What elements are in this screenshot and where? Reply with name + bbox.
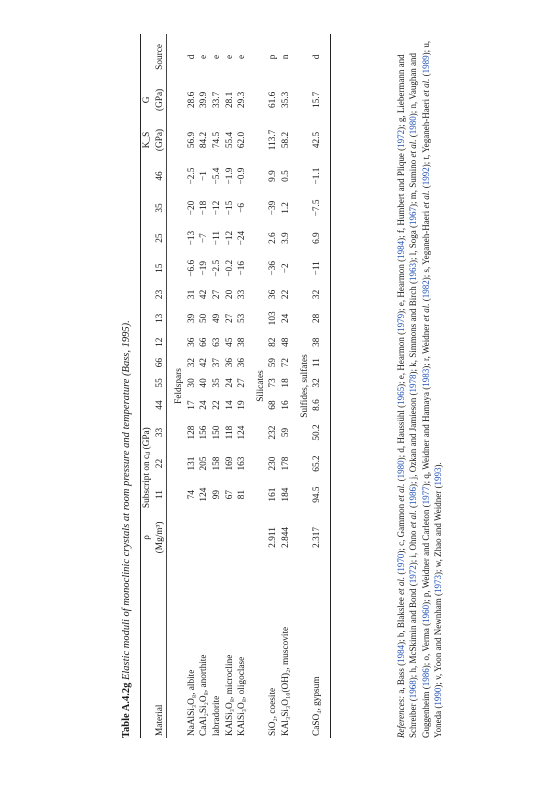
cij-cell: −0.2 [224, 259, 235, 277]
ref-text: ); f, Humbert and Plique ( [396, 147, 406, 241]
ref-text: ); l, Soga ( [408, 225, 419, 264]
ref-etal: et al. [408, 510, 419, 529]
cij-cell: 73 [268, 378, 279, 388]
cij-cell: −1 [199, 171, 210, 181]
cij-cell: 36 [237, 357, 248, 368]
cij-cell: 178 [280, 456, 291, 471]
ref-etal: et al. [408, 139, 419, 158]
cij-cell: 82 [268, 337, 279, 347]
table-title [121, 320, 132, 738]
cij-cell: −18 [199, 200, 210, 216]
table-body [167, 34, 331, 738]
cij-cell: −20 [186, 200, 197, 216]
cij-index-header: 44 [154, 400, 165, 410]
cij-cell: 35 [211, 378, 222, 388]
cij-cell: 0.5 [280, 170, 291, 182]
cij-cell: −1.1 [312, 167, 323, 185]
cij-cell: 3.9 [280, 232, 291, 244]
ks-cell: 42.5 [312, 131, 323, 149]
cij-cell: −1.9 [224, 167, 235, 185]
cij-cell: −15 [224, 200, 235, 216]
ref-year-link[interactable]: 1965 [396, 386, 406, 405]
ref-year-link[interactable]: 1977 [420, 486, 431, 505]
cij-cell: 27 [237, 378, 248, 388]
cij-cell: 205 [199, 456, 210, 471]
density-cell [211, 510, 224, 565]
g-cell: 29.3 [237, 91, 248, 108]
cij-cell: −2.5 [211, 259, 222, 277]
ref-text: a, Bass ( [396, 662, 406, 696]
cij-cell: 6.9 [312, 232, 323, 244]
ks-cell: 113.7 [268, 129, 279, 151]
ref-etal: et al. [396, 483, 406, 502]
ref-text: ); s, Yeganeh-Haeri [420, 208, 431, 281]
ref-text: ); i, Ohno [408, 528, 419, 566]
cij-index-header: 11 [154, 490, 165, 500]
cij-cell: 124 [199, 487, 210, 502]
ks-cell: 58.2 [280, 131, 291, 149]
cij-cell: 36 [186, 337, 197, 347]
table-row [311, 34, 324, 738]
ref-etal: et al. [420, 78, 431, 97]
cij-cell: −19 [199, 261, 210, 276]
cij-cell: −12 [211, 200, 222, 216]
cij-cell: 8.6 [312, 399, 323, 411]
cij-cell: −39 [268, 200, 279, 216]
ref-text: ); m, Sumino [408, 157, 419, 208]
g-symbol: G [142, 96, 152, 104]
density-cell [224, 510, 237, 565]
ref-text: ( [408, 134, 419, 140]
material-header [141, 565, 154, 738]
cij-cell: 1.2 [280, 202, 291, 214]
group-heading: Silicates [255, 370, 266, 402]
cij-cell: 232 [268, 425, 279, 440]
cij-cell: 59 [268, 357, 279, 368]
cij-cell: 32 [186, 357, 197, 368]
cij-cell: 40 [199, 378, 210, 388]
cij-cell: 128 [186, 425, 197, 440]
cij-cell: 67 [224, 489, 235, 500]
ref-year-link[interactable]: 1984 [396, 240, 406, 259]
cij-cell: 49 [211, 313, 222, 323]
table-row [186, 34, 199, 738]
material-cell: CaSO₄, gypsum [312, 676, 323, 736]
ref-text: ); j, Ozkan and Jamieson ( [408, 392, 419, 488]
cij-cell: −2.5 [186, 167, 197, 185]
cij-cell: −11 [211, 231, 222, 246]
material-cell: labradorite [211, 695, 222, 736]
source-cell: e [199, 54, 210, 59]
cij-cell: 50 [199, 313, 210, 323]
table-caption: Elastic moduli of monoclinic crystals at room pressure and temperature (Bass, 1995). [121, 320, 132, 681]
ref-etal: et al. [420, 190, 431, 209]
ref-text: ); o, Verma ( [420, 622, 431, 669]
ref-text: ); e, Hearmon ( [396, 258, 406, 314]
material-cell: KAlSi₃O₈, microcline [224, 654, 235, 736]
source-cell: p [268, 54, 279, 60]
ref-text: ); q, Weidner and Hamaya ( [420, 386, 431, 487]
density-cell [198, 510, 211, 565]
cij-cell: 16 [280, 400, 291, 410]
cij-index-header: 22 [154, 458, 165, 469]
cij-cell: 32 [312, 289, 323, 300]
ref-year-link[interactable]: 1989 [420, 55, 431, 74]
elastic-moduli-table [140, 34, 331, 738]
ref-text: ); k, Simmons and Birch ( [408, 281, 419, 375]
subscript-header: Subscript on cᵢⱼ (GPa) [142, 427, 152, 509]
cij-cell: 20 [224, 289, 235, 300]
material-cell: KAl₃Si₃O₁₀(OH)₂, muscovite [280, 626, 291, 736]
ks-unit: (GPa) [154, 128, 165, 152]
ks-cell: 84.2 [199, 131, 210, 149]
cij-cell: 66 [199, 337, 210, 347]
g-cell: 15.7 [312, 91, 323, 108]
cij-cell: 131 [186, 456, 197, 471]
cij-cell: 94.5 [312, 486, 323, 503]
cij-cell: −7 [199, 233, 210, 244]
ref-text: ); r, Weidner [420, 321, 431, 369]
ks-cell: 62.0 [237, 131, 248, 149]
cij-cell: 19 [237, 400, 248, 410]
material-column-header: Material [154, 704, 165, 736]
cij-cell: 99 [211, 489, 222, 500]
cij-index-header: 66 [154, 357, 165, 368]
cij-cell: 103 [268, 311, 279, 326]
ref-year-link[interactable]: 1979 [396, 313, 406, 332]
ref-text: ); h, McSkimin and Bond ( [408, 583, 419, 681]
ks-cell: 74.5 [211, 131, 222, 149]
cij-cell: 184 [280, 487, 291, 502]
cij-cell: 17 [186, 400, 197, 410]
cij-cell: 156 [199, 425, 210, 440]
cij-cell: 38 [312, 337, 323, 347]
cij-index-header: 55 [154, 378, 165, 388]
ks-cell: 55.4 [224, 131, 235, 149]
ref-year-link[interactable]: 1982 [420, 280, 431, 299]
g-cell: 39.9 [199, 91, 210, 108]
cij-index-header: 25 [154, 233, 165, 243]
ref-text: ( [396, 478, 406, 484]
ref-year-link[interactable]: 1980 [408, 116, 419, 135]
cij-cell: 74 [186, 489, 197, 500]
cij-cell: 169 [224, 456, 235, 471]
cij-cell: 81 [237, 489, 248, 500]
ref-text: ( [420, 298, 431, 304]
ref-text: ); g, Liebermann and Schreiber ( [396, 54, 419, 738]
material-cell: SiO₂, coesite [268, 687, 279, 736]
cij-cell: −11 [312, 261, 323, 276]
g-unit: (GPa) [154, 88, 165, 111]
group-heading: Feldspars [174, 368, 185, 404]
cij-cell: −13 [186, 230, 197, 246]
ref-year-link[interactable]: 1990 [433, 687, 444, 706]
ref-year-link[interactable]: 1978 [408, 374, 419, 393]
ref-text: ); c, Gammon [396, 501, 406, 554]
cij-cell: −0.9 [237, 167, 248, 185]
cij-index-header: 35 [154, 203, 165, 213]
ref-year-link[interactable]: 1986 [420, 668, 431, 687]
density-cell: 2.911 [268, 527, 279, 548]
ref-year-link[interactable]: 1992 [420, 167, 431, 186]
density-cell: 2.844 [280, 526, 291, 548]
cij-cell: −2 [280, 263, 291, 274]
cij-cell: 42 [199, 357, 210, 368]
cij-cell: 59 [280, 427, 291, 438]
ref-text: ); t, Yeganeh-Haeri [420, 96, 431, 168]
cij-cell: 27 [224, 313, 235, 323]
ref-year-link[interactable]: 1968 [408, 680, 419, 699]
cij-cell: 24 [224, 378, 235, 388]
cij-index-header: 33 [154, 427, 165, 438]
source-cell: e [237, 54, 248, 59]
cij-cell: 22 [280, 289, 291, 300]
ref-year-link[interactable]: 1963 [408, 263, 419, 282]
cij-cell: 24 [199, 400, 210, 410]
cij-cell: 37 [211, 357, 222, 368]
cij-cell: 36 [224, 357, 235, 368]
cij-cell: −12 [224, 230, 235, 246]
g-cell: 28.1 [224, 91, 235, 108]
g-cell: 33.7 [211, 91, 222, 108]
ref-year-link[interactable]: 1980 [396, 460, 406, 479]
cij-cell: 230 [268, 456, 279, 471]
source-cell: d [312, 54, 323, 60]
ref-year-link[interactable]: 1970 [396, 553, 406, 572]
ref-text: ); d, Haussühl ( [396, 404, 406, 461]
ref-year-link[interactable]: 1993 [433, 467, 444, 486]
ref-text: ); n, Vaughan and Guggenheim ( [408, 52, 431, 738]
cij-cell: 36 [268, 289, 279, 300]
rho-unit: (Mg/m³) [154, 521, 165, 554]
ref-year-link[interactable]: 1983 [420, 368, 431, 387]
ref-text: ( [408, 505, 419, 511]
ref-text: ( [396, 571, 406, 577]
cij-cell: −7.5 [312, 199, 323, 217]
cij-cell: −16 [237, 261, 248, 276]
cij-cell: 50.2 [312, 424, 323, 441]
source-cell: n [280, 54, 291, 60]
table-row [211, 34, 224, 738]
cij-cell: 72 [280, 357, 291, 368]
ref-year-link[interactable]: 1986 [408, 487, 419, 506]
cij-cell: 14 [224, 400, 235, 410]
material-cell: CaAl₂Si₂O₈, anorthite [199, 654, 210, 736]
cij-cell: 53 [237, 313, 248, 323]
cij-cell: 27 [211, 289, 222, 300]
table-row [267, 34, 280, 738]
group-heading: Sulfides, sulfates [299, 354, 310, 418]
ref-year-link[interactable]: 1973 [433, 574, 444, 593]
cij-cell: 28 [312, 313, 323, 323]
table-row [236, 34, 249, 738]
ref-text: ); b, Blakslee [396, 594, 406, 645]
table-row [198, 34, 211, 738]
cij-cell: 24 [280, 313, 291, 323]
source-header: Source [154, 43, 165, 70]
ref-text: ); v, Yoon and Newnham ( [433, 592, 444, 688]
cij-cell: 32 [312, 378, 323, 388]
g-cell: 28.6 [186, 91, 197, 108]
ref-year-link[interactable]: 1984 [396, 644, 406, 663]
ref-year-link[interactable]: 1972 [408, 565, 419, 584]
cij-cell: 150 [211, 425, 222, 440]
cij-cell: 22 [211, 400, 222, 410]
cij-cell: 68 [268, 400, 279, 410]
density-cell [236, 510, 249, 565]
density-cell: 2.317 [312, 526, 323, 548]
g-cell: 61.6 [268, 91, 279, 108]
ref-etal: et al. [420, 303, 431, 322]
cij-cell: 42 [199, 289, 210, 300]
cij-index-header: 46 [154, 171, 165, 181]
cij-cell: 33 [237, 289, 248, 300]
cij-index-header: 23 [154, 289, 165, 300]
cij-cell: 2.6 [268, 232, 279, 244]
cij-cell: 18 [280, 378, 291, 388]
cij-cell: −36 [268, 261, 279, 276]
ref-year-link[interactable]: 1972 [396, 129, 406, 148]
cij-cell: 48 [280, 337, 291, 347]
cij-cell: 39 [186, 313, 197, 323]
cij-cell: 118 [224, 425, 235, 440]
ref-text: ); w, Zhao and Weidner ( [433, 485, 444, 575]
rho-symbol: ρ [142, 535, 152, 540]
cij-index-header: 13 [154, 313, 165, 323]
table-row [224, 34, 237, 738]
ref-text: ); e, Hearmon ( [396, 331, 406, 387]
cij-cell: 30 [186, 378, 197, 388]
ref-etal: et al. [396, 576, 406, 595]
g-cell: 35.3 [280, 91, 291, 108]
ref-year-link[interactable]: 1960 [420, 604, 431, 623]
ref-text: ( [420, 73, 431, 79]
cij-cell: 163 [237, 456, 248, 471]
cij-cell: 124 [237, 425, 248, 440]
ks-symbol: K_S [142, 131, 152, 149]
cij-cell: −5.4 [211, 167, 222, 185]
table-row [280, 34, 293, 738]
ref-text: ); p, Weidner and Carleton ( [420, 504, 431, 605]
cij-cell: 158 [211, 456, 222, 471]
ref-year-link[interactable]: 1967 [408, 207, 419, 226]
source-cell: e [211, 54, 222, 59]
material-cell: KAlSi₃O₈, oligoclase [237, 656, 248, 736]
density-cell [186, 510, 199, 565]
cij-cell: 9.9 [268, 170, 279, 182]
cij-cell: 65.2 [312, 455, 323, 472]
cij-cell: −24 [237, 230, 248, 246]
material-cell: NaAlSi₃O₈, albite [186, 669, 197, 736]
references [395, 33, 445, 738]
cij-cell: −6 [237, 203, 248, 213]
cij-cell: −6.6 [186, 259, 197, 277]
cij-cell: 11 [312, 358, 323, 368]
references-lead: References: [396, 695, 406, 738]
source-cell: d [186, 54, 197, 60]
source-cell: e [224, 54, 235, 59]
ref-text: ); u, Yoneda ( [420, 40, 444, 738]
cij-cell: 38 [237, 337, 248, 347]
ref-text: ). [433, 462, 444, 468]
ref-text: ( [420, 185, 431, 191]
cij-cell: 31 [186, 289, 197, 300]
cij-cell: 63 [211, 337, 222, 347]
cij-index-header: 12 [154, 337, 165, 347]
cij-cell: 45 [224, 337, 235, 347]
cij-cell: 161 [268, 487, 279, 502]
table-label: Table A.4.2g [121, 682, 132, 738]
ks-cell: 56.9 [186, 131, 197, 149]
cij-index-header: 15 [154, 263, 165, 273]
